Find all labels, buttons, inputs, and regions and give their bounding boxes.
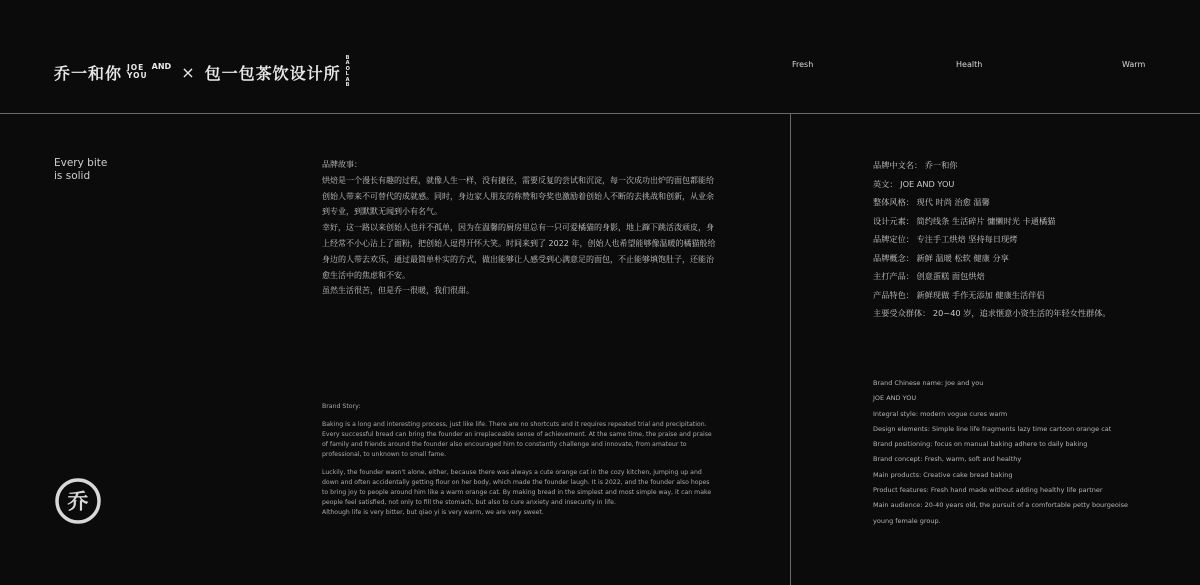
logo-collab-x: × bbox=[181, 62, 195, 82]
fact-en-row: Integral style: modern vogue cures warm bbox=[873, 409, 1008, 418]
fact-en-row: Product features: Fresh hand made without adding healthy life partner bbox=[873, 486, 1103, 495]
fact-cn-row: 主打产品： 创意蛋糕 面包烘焙 bbox=[873, 271, 985, 281]
logo-partner-name: 包一包茶饮设计所 bbox=[204, 63, 341, 83]
fact-en-row: Design elements: Simple line life fragments lazy time cartoon orange cat bbox=[873, 424, 1112, 433]
fact-cn-row: 品牌定位： 专注手工烘焙 坚持每日现烤 bbox=[873, 234, 1018, 244]
fact-cn-row: 品牌中文名： 乔一和你 bbox=[873, 160, 958, 170]
story-cn-paragraph: 虽然生活很苦，但是乔一很暖，我们很甜。 bbox=[322, 286, 474, 296]
header bbox=[0, 0, 1200, 113]
fact-en-row: Main audience: 20-40 years old, the pursuit of a comfortable petty bourgeoise young female group. bbox=[873, 501, 1129, 525]
column-divider bbox=[790, 114, 791, 585]
seal-character: 乔 bbox=[67, 489, 89, 514]
nav-health[interactable]: Health bbox=[956, 60, 983, 69]
fact-en-row: Main products: Creative cake bread baking bbox=[873, 470, 1013, 479]
brand-facts-english bbox=[873, 376, 1143, 529]
fact-cn-row: 品牌概念： 新鲜 温暖 松软 健康 分享 bbox=[873, 252, 1009, 263]
logo-v-letter: B bbox=[345, 82, 350, 88]
brand-facts-chinese bbox=[873, 156, 1173, 323]
logo-chinese-name: 乔一和你 bbox=[54, 63, 123, 83]
brand-story-chinese bbox=[322, 157, 717, 299]
fact-en-row: Brand concept: Fresh, warm, soft and healthy bbox=[873, 455, 1022, 464]
story-en-title: Brand Story: bbox=[322, 403, 361, 410]
logo-en-line2: YOU bbox=[127, 71, 148, 80]
story-cn-title: 品牌故事： bbox=[322, 160, 362, 169]
fact-cn-row: 英文： JOE AND YOU bbox=[873, 178, 955, 189]
fact-en-row: Brand Chinese name: Joe and you bbox=[873, 379, 984, 387]
logo-v-letter: A bbox=[345, 60, 350, 66]
seal-logo-icon bbox=[55, 478, 101, 524]
story-en-paragraph: Although life is very bitter, but qiao yi is very warm, we are very sweet. bbox=[322, 509, 544, 516]
brand-story-english bbox=[322, 402, 717, 518]
nav-fresh[interactable]: Fresh bbox=[792, 60, 814, 69]
logo-en-line1: JOE bbox=[127, 63, 145, 72]
fact-cn-row: 产品特色： 新鲜现做 手作无添加 健康生活伴侣 bbox=[873, 289, 1045, 300]
fact-cn-row: 主要受众群体： 20~40 岁，追求惬意小资生活的年轻女性群体。 bbox=[873, 308, 1111, 318]
brand-logo[interactable] bbox=[54, 54, 350, 88]
fact-cn-row: 整体风格： 现代 时尚 治愈 温馨 bbox=[873, 197, 990, 207]
story-en-paragraph: Luckily, the founder wasn't alone, either, because there was always a cute orange cat in the cozy kitchen, jumping up and down and often accidentally getting flour on her body, which made the founder laugh. It is 2022, and the founder also hopes to bring joy to people around him like a warm orange cat. By making bread in the simplest and most simple way, it can make people feel satisfied, not only to fill the stomach, but also to cure anxiety and insecurity in life. bbox=[322, 469, 712, 506]
fact-cn-row: 设计元素： 简约线条 生活碎片 慵懒时光 卡通橘猫 bbox=[873, 215, 1056, 226]
logo-v-letter: A bbox=[345, 76, 350, 83]
tagline: Every bite is solid bbox=[54, 157, 108, 182]
logo-v-letter: O bbox=[345, 65, 350, 72]
logo-v-letter: B bbox=[345, 54, 350, 61]
fact-en-row: Brand positioning: focus on manual baking adhere to daily baking bbox=[873, 440, 1088, 449]
logo-v-letter: L bbox=[345, 71, 349, 77]
logo-vertical-letters bbox=[346, 56, 350, 89]
fact-en-row: JOE AND YOU bbox=[873, 394, 917, 403]
story-en-paragraph: Baking is a long and interesting process, just like life. There are no shortcuts and it requires repeated trial and precipitation. Every successful bread can bring the founder an irreplaceable sense of achievement. At the same time, the praise and praise of family and friends around the founder also encouraged him to constantly challenge and innovate, from amateur to professional, to unknown to small fame. bbox=[322, 421, 712, 458]
story-cn-paragraph: 烘焙是一个漫长有趣的过程，就像人生一样，没有捷径，需要反复的尝试和沉淀，每一次成功出炉的面包都能给创始人带来不可替代的成就感。同时，身边家人朋友的称赞和夸奖也激励着创始人不断的去挑战和创新，从业余到专业，到默默无闻到小有名气。 bbox=[322, 175, 714, 217]
logo-english-stack bbox=[127, 64, 148, 80]
nav-warm[interactable]: Warm bbox=[1122, 60, 1146, 69]
story-cn-paragraph: 幸好，这一路以来创始人也并不孤单，因为在温馨的厨房里总有一只可爱橘猫的身影，地上蹿下跳活泼顽皮，身上经常不小心沾上了面粉，把创始人逗得开怀大笑。时间来到了 2022 年，创始人也希望能够像温暖的橘猫般给身边的人带去欢乐，通过最简单朴实的方式，做出能够让人感受到心满意足的面包，不止能够填饱肚子，还能治愈生活中的焦虑和不安。 bbox=[322, 223, 716, 280]
header-divider bbox=[0, 113, 1200, 114]
logo-and: AND bbox=[151, 62, 172, 71]
